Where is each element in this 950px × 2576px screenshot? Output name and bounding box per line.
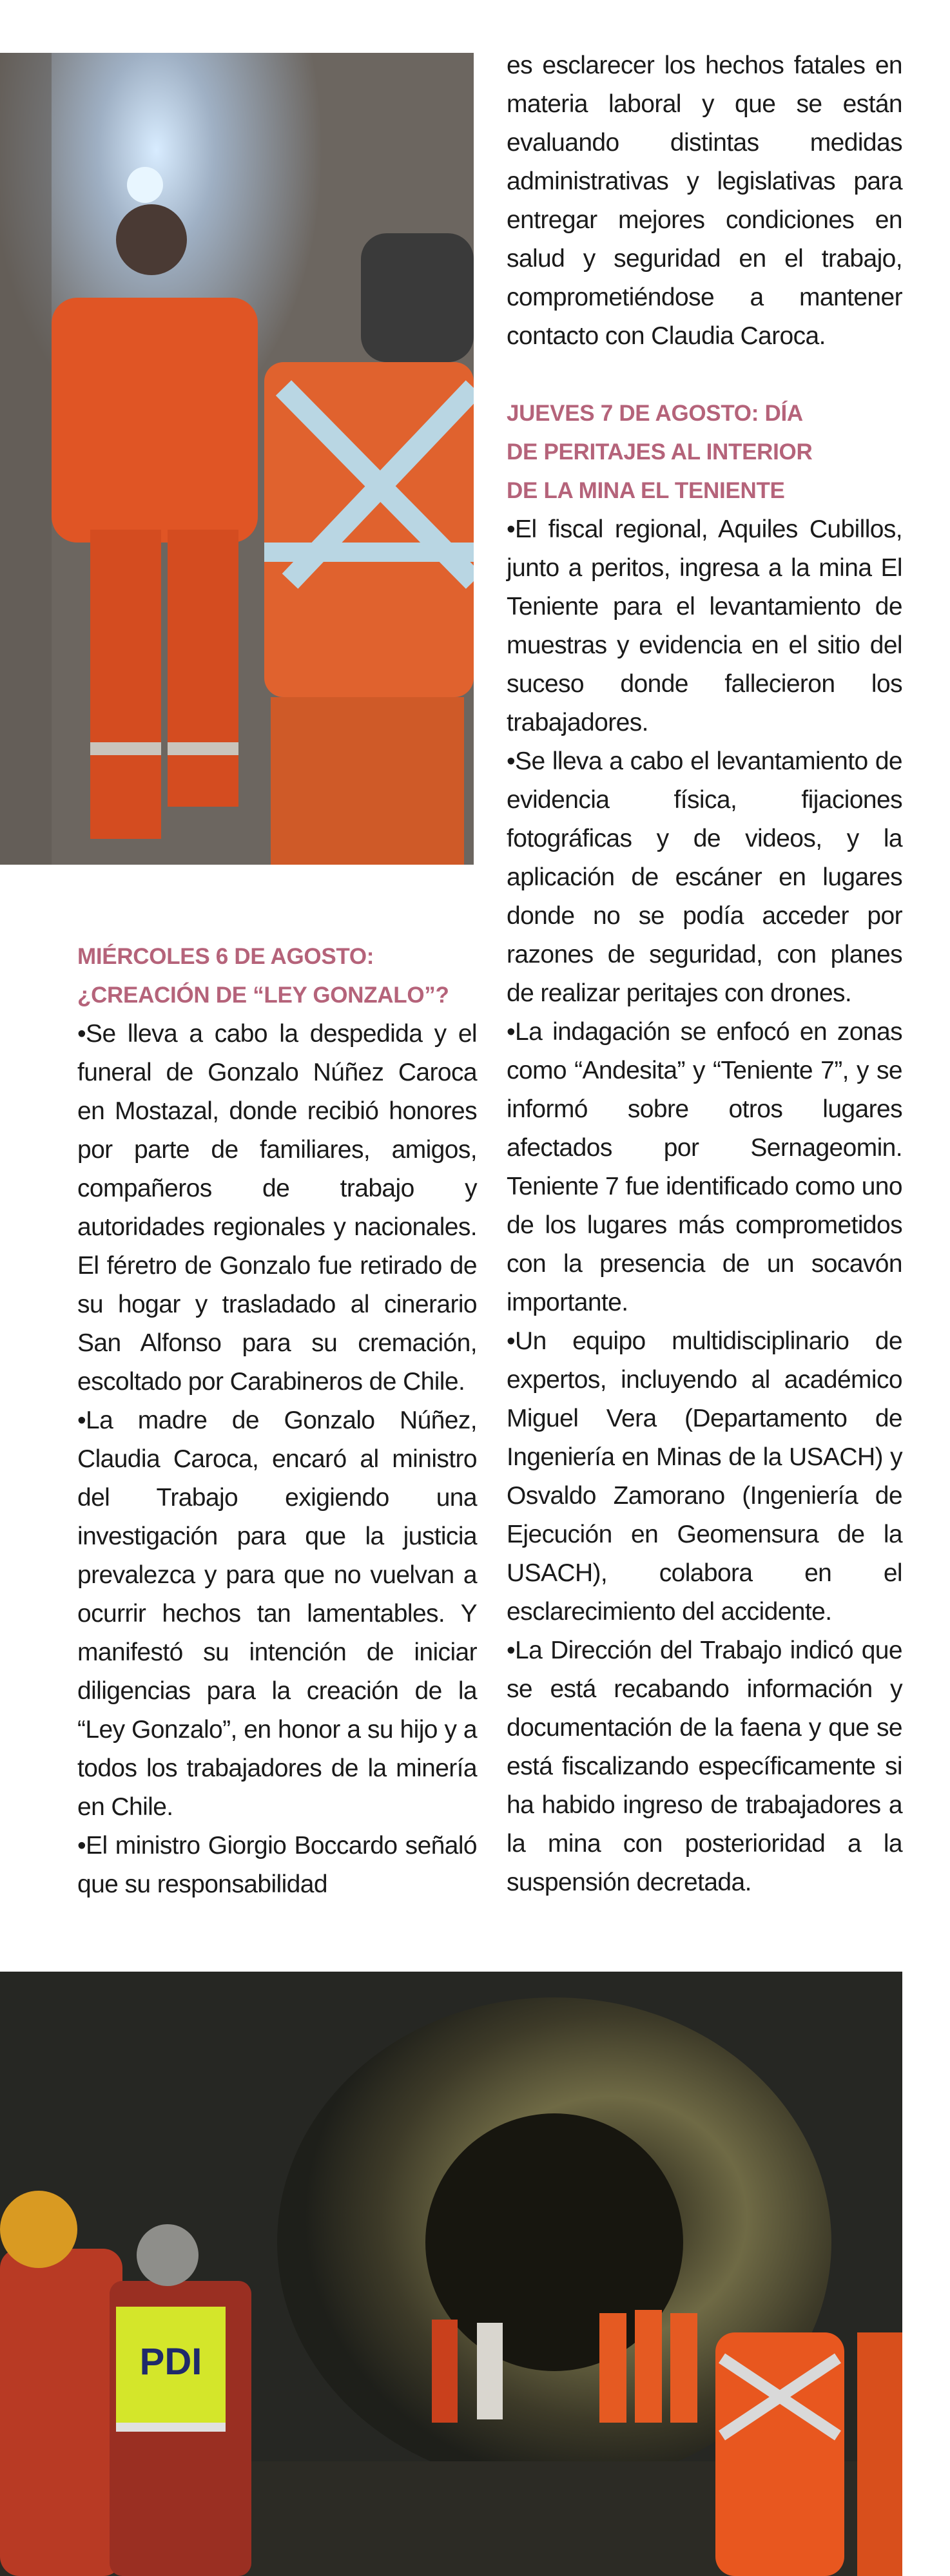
body-paragraph: •Se lleva a cabo el levantamiento de evidencia física, fijaciones fotográficas y de videos, y la aplicación de escáner en lugares donde no se podía acceder por razones de seguridad, con planes de realizar peritajes con drones. [507,747,902,1007]
heading-line: MIÉRCOLES 6 DE AGOSTO: [77,944,374,969]
continuation-paragraph: es esclarecer los hechos fatales en materia laboral y que se están evaluando distintas medidas administrativas y legislativas para entregar mejores condiciones en salud y seguridad en el trabajo, comprometiéndose a mantener contacto con Claudia Caroca. [507,52,902,350]
heading-line: DE PERITAJES AL INTERIOR [507,439,813,465]
photo-mine-tunnel [0,1972,902,2576]
body-paragraph: •Se lleva a cabo la despedida y el funeral de Gonzalo Núñez Caroca en Mostazal, donde recibió honores por parte de familiares, amigos, compañeros de trabajo y autoridades regionales y nacionales. El féretro de Gonzalo fue retirado de su hogar y trasladado al cinerario San Alfonso para su cremación, escoltado por Carabineros de Chile. [77,1020,477,1396]
right-column [507,46,902,1902]
body-paragraph: •Un equipo multidisciplinario de expertos, incluyendo al académico Miguel Vera (Departamento de Ingeniería en Minas de la USACH) y Osvaldo Zamorano (Ingeniería de Ejecución en Geomensura de la USACH), colabora en el esclarecimiento del accidente. [507,1327,902,1626]
body-paragraph: •La madre de Gonzalo Núñez, Claudia Caroca, encaró al ministro del Trabajo exigiendo una investigación para que la justicia prevalezca y para que no vuelvan a ocurrir hechos tan lamentables. Y manifestó su intención de iniciar diligencias para la creación de la “Ley Gonzalo”, en honor a su hijo y a todos los trabajadores de la minería en Chile. [77,1407,477,1821]
pdi-vest-label: PDI [139,2341,202,2383]
body-paragraph: •El ministro Giorgio Boccardo señaló que su responsabilidad [77,1832,477,1898]
heading-line: JUEVES 7 DE AGOSTO: DÍA [507,401,803,426]
body-paragraph: •El fiscal regional, Aquiles Cubillos, junto a peritos, ingresa a la mina El Teniente para el levantamiento de muestras y evidencia en el sitio del suceso donde fallecieron los trabajadores. [507,515,902,736]
body-paragraph: •La Dirección del Trabajo indicó que se está recabando información y documentación de la faena y que se está fiscalizando específicamente si ha habido ingreso de trabajadores a la mina con posterioridad a la suspensión decretada. [507,1637,902,1896]
body-paragraph: •La indagación se enfocó en zonas como “Andesita” y “Teniente 7”, y se informó sobre otros lugares afectados por Sernageomin. Teniente 7 fue identificado como uno de los lugares más comprometidos con la presencia de un socavón importante. [507,1018,902,1316]
left-column [77,937,477,1904]
mine-tunnel-illustration [0,1972,902,2576]
heading-line: ¿CREACIÓN DE “LEY GONZALO”? [77,983,449,1008]
photo-miners-headlamp [0,53,474,865]
section-heading-thursday [507,394,902,510]
heading-line: DE LA MINA EL TENIENTE [507,478,785,503]
miners-headlamp-illustration [0,53,474,865]
section-heading-wednesday [77,937,477,1015]
